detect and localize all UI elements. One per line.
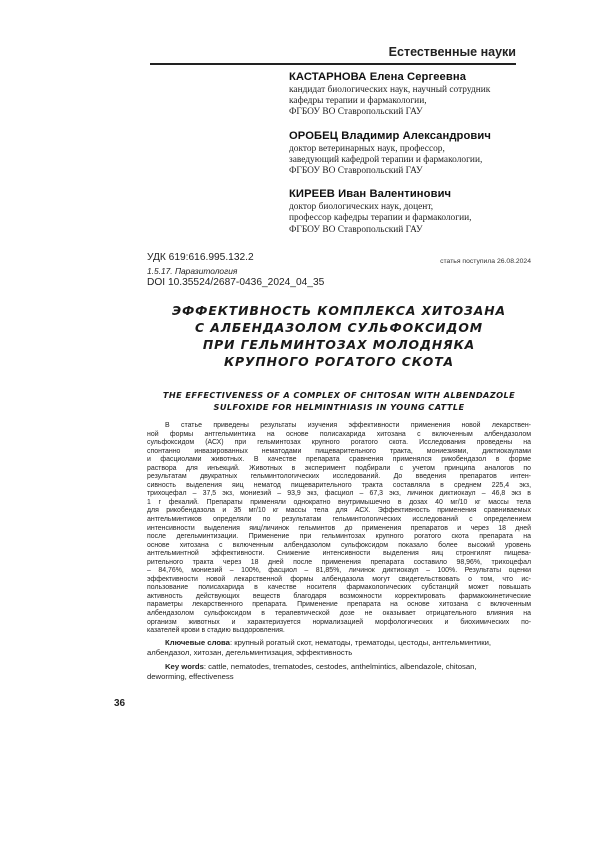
- page-number: 36: [114, 698, 126, 709]
- header-divider: [150, 63, 516, 65]
- doi[interactable]: DOI 10.35524/2687-0436_2024_04_35: [147, 277, 325, 288]
- abstract-line: 1 г фекалий. Препараты применяли однократно внутримышечно в дозах 40 мг/10 кг массы тела: [147, 498, 531, 506]
- author-affiliation-line: заведующий кафедрой терапии и фармакологии,: [289, 154, 483, 165]
- author-name: ОРОБЕЦ Владимир Александрович: [289, 129, 491, 142]
- abstract-line: казателей крови в стадию выздоровления.: [147, 627, 285, 635]
- keywords-label: Ключевые слова: [165, 638, 230, 647]
- abstract-line: албендазолом сульфоксидом в терапевтической дозе не оказывает отрицательного влияния на: [147, 610, 531, 618]
- author-affiliation-line: ФГБОУ ВО Ставропольский ГАУ: [289, 107, 423, 118]
- abstract-line: результатам двукратных гельминтологических исследований. До введения препаратов интен-: [147, 473, 531, 481]
- keywords-ru: [147, 638, 531, 657]
- abstract-line: пользование полисахарида в качестве носителя фармакологических субстанций может повышать: [147, 584, 531, 592]
- abstract-line: спонтанно инвазированных нематодами пищеварительного тракта, мониезиями, диктиокаулами: [147, 447, 531, 455]
- author-affiliation-line: кафедры терапии и фармакологии,: [289, 96, 427, 107]
- title-line: ЭФФЕКТИВНОСТЬ КОМПЛЕКСА ХИТОЗАНА: [171, 303, 507, 318]
- author-name: КАСТАРНОВА Елена Сергеевна: [289, 71, 467, 83]
- specialty-code: 1.5.17. Паразитология: [147, 266, 238, 276]
- author-affiliation-line: кандидат биологических наук, научный сотрудник: [289, 85, 491, 95]
- author-affiliation-line: ФГБОУ ВО Ставропольский ГАУ: [289, 224, 423, 235]
- author-name: КИРЕЕВ Иван Валентинович: [289, 188, 452, 201]
- keywords-line: [147, 662, 531, 672]
- journal-section-title: Естественные науки: [388, 45, 516, 59]
- abstract-line: основе хитозана с включенным албендазолом сульфоксидом показало более высокий уровень: [147, 541, 531, 549]
- keywords-text: : cattle, nematodes, trematodes, cestodes, anthelmintics, albendazole, chitosan,: [203, 662, 477, 671]
- abstract-line: эффективности новой лекарственной формы албендазола могут свидетельствовать о том, что ис-: [147, 575, 531, 583]
- keywords-line: албендазол, хитозан, дегельминтизация, эффективность: [147, 647, 353, 657]
- author-1: [289, 71, 529, 119]
- abstract-line: сивность выделения яиц нематод пищеварительного тракта составляла в среднем 225,4 экз,: [147, 481, 531, 489]
- abstract-line: активность действующих веществ благодаря возможности корректировать фармакокинетические: [147, 592, 531, 600]
- keywords-label: Key words: [165, 662, 204, 671]
- abstract-line: антгельминтиков определяли по результатам гельминтологических исследований с определением: [147, 516, 531, 524]
- article-title-en: [147, 389, 531, 413]
- abstract-line: параметры лекарственного препарата. Применение препарата на основе хитозана с включенным: [147, 601, 531, 609]
- author-2: [289, 130, 529, 178]
- abstract-line: и фасциолами животных. В качестве препарата сравнения применялся рикобендазол в форме: [147, 456, 531, 464]
- abstract: [147, 422, 531, 636]
- abstract-line: для рикобендазола и 35 мг/10 кг массы тела для АСХ. Эффективность применения сравниваемых: [147, 507, 531, 515]
- abstract-line: рительного тракта через 18 дней после применения препарата составило 98,96%, трихоцефал: [147, 558, 531, 566]
- udk-code: УДК 619:616.995.132.2: [147, 252, 254, 263]
- abstract-line: ной формы антгельминтика на основе полисахарида хитозана с включенным албендазолом: [147, 430, 531, 438]
- article-title-ru: [147, 302, 531, 370]
- received-date: статья поступила 26.08.2024: [440, 258, 531, 265]
- authors-block: [289, 71, 529, 247]
- abstract-line: антгельминтной эффективности. Снижение интенсивности выделения яиц стронгилят пищева-: [147, 550, 531, 558]
- keywords-line: [147, 638, 531, 648]
- author-3: [289, 188, 529, 236]
- keywords-line: deworming, effectiveness: [147, 671, 234, 681]
- abstract-line: – 84,76%, мониезий – 100%, фасциол – 81,85%, личинок диктиокаул – 100%. Результаты оценки: [147, 567, 531, 575]
- title-line: THE EFFECTIVENESS OF A COMPLEX OF CHITOSAN WITH ALBENDAZOLE: [162, 390, 516, 400]
- abstract-line: раствора для инъекций. Животных в эксперимент подбирали с учетом принципа аналогов по: [147, 464, 531, 472]
- abstract-line: интенсивности выделения яиц/личинок гельминтов до применения препаратов и через 18 дней: [147, 524, 531, 532]
- author-affiliation-line: профессор кафедры терапии и фармакологии,: [289, 213, 472, 224]
- abstract-line: В статье приведены результаты изучения эффективности применения новой лекарствен-: [165, 422, 531, 429]
- keywords-en: [147, 662, 531, 681]
- keywords-text: : крупный рогатый скот, нематоды, трематоды, цестоды, антгельминтики,: [229, 638, 491, 647]
- abstract-line: организм животных и характеризуется нормализацией морфологических и биохимических по-: [147, 618, 531, 626]
- abstract-line: сульфоксидом (АСХ) при гельминтозах крупного рогатого скота. Исследования проведены на: [147, 439, 531, 447]
- title-line: SULFOXIDE FOR HELMINTHIASIS IN YOUNG CATTLE: [213, 402, 465, 412]
- abstract-line: трихоцефал – 37,5 экз, мониезий – 93,9 экз, фасциол – 67,3 экз, личинок диктиокаул – 46,8 экз в: [147, 490, 531, 498]
- title-line: ПРИ ГЕЛЬМИНТОЗАХ МОЛОДНЯКА: [202, 337, 476, 352]
- author-affiliation-line: доктор ветеринарных наук, профессор,: [289, 143, 445, 154]
- title-line: КРУПНОГО РОГАТОГО СКОТА: [223, 354, 455, 369]
- article-meta: [147, 252, 531, 288]
- author-affiliation-line: доктор биологических наук, доцент,: [289, 202, 434, 213]
- abstract-line: после дегельминтизации. Применение при гельминтозах крупного рогатого скота препарата на: [147, 533, 531, 541]
- author-affiliation-line: ФГБОУ ВО Ставропольский ГАУ: [289, 166, 423, 177]
- title-line: С АЛБЕНДАЗОЛОМ СУЛЬФОКСИДОМ: [195, 320, 483, 335]
